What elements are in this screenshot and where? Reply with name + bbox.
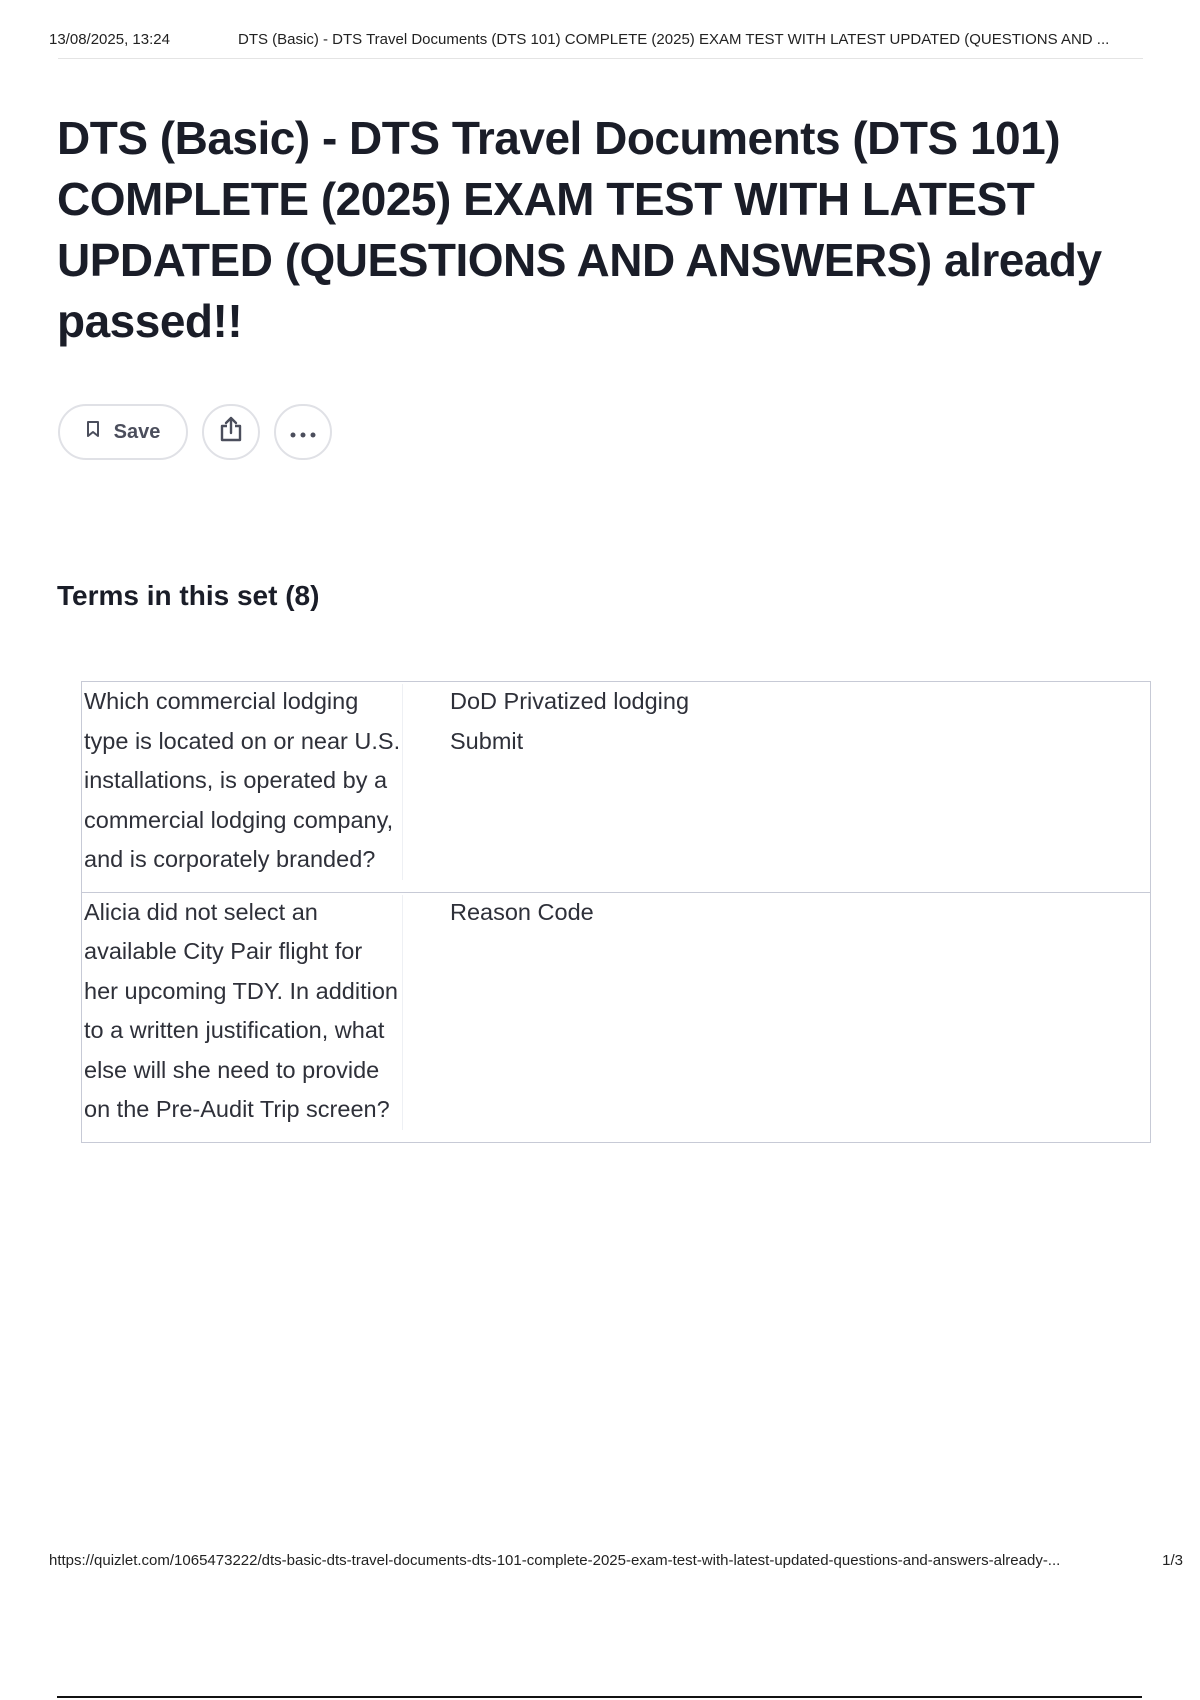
terms-table <box>81 681 1151 1143</box>
definition-line: DoD Privatized lodging <box>450 688 690 714</box>
definition-text <box>402 682 1151 893</box>
save-button[interactable] <box>58 404 188 460</box>
share-icon <box>219 415 243 449</box>
page-edge-line <box>57 1696 1142 1698</box>
term-text: Alicia did not select an available City Pair flight for her upcoming TDY. In addition to a written justification, what else will she need to provide on the Pre-Audit Trip screen? <box>82 892 403 1142</box>
divider <box>58 58 1143 59</box>
terms-heading: Terms in this set (8) <box>57 580 320 611</box>
page-number: 1/3 <box>1162 1552 1183 1569</box>
save-label: Save <box>113 420 161 443</box>
more-options-button[interactable] <box>274 404 332 460</box>
page-url: https://quizlet.com/1065473222/dts-basic-dts-travel-documents-dts-101-complete-2025-exam-test-with-latest-updated-questions-and-answers-already-... <box>49 1552 1061 1569</box>
definition-line: Submit <box>450 727 524 754</box>
definition-line: Reason Code <box>450 898 594 925</box>
page-title: DTS (Basic) - DTS Travel Documents (DTS 101) COMPLETE (2025) EXAM TEST WITH LATEST UPDATED (QUESTIONS AND ANSWERS) already passed!! <box>57 112 1102 347</box>
table-row <box>82 682 1151 893</box>
bookmark-icon <box>86 420 100 444</box>
more-icon <box>290 421 316 444</box>
action-bar <box>58 404 332 460</box>
term-text: Which commercial lodging type is located on or near U.S. installations, is operated by a commercial lodging company, and is corporately branded? <box>82 682 403 893</box>
definition-text <box>402 892 1151 1142</box>
print-datetime: 13/08/2025, 13:24 <box>49 31 170 48</box>
share-button[interactable] <box>202 404 260 460</box>
print-title: DTS (Basic) - DTS Travel Documents (DTS 101) COMPLETE (2025) EXAM TEST WITH LATEST UPDATED (QUESTIONS AND ... <box>238 31 1110 48</box>
print-footer <box>49 1552 1183 1569</box>
table-row <box>82 892 1151 1142</box>
